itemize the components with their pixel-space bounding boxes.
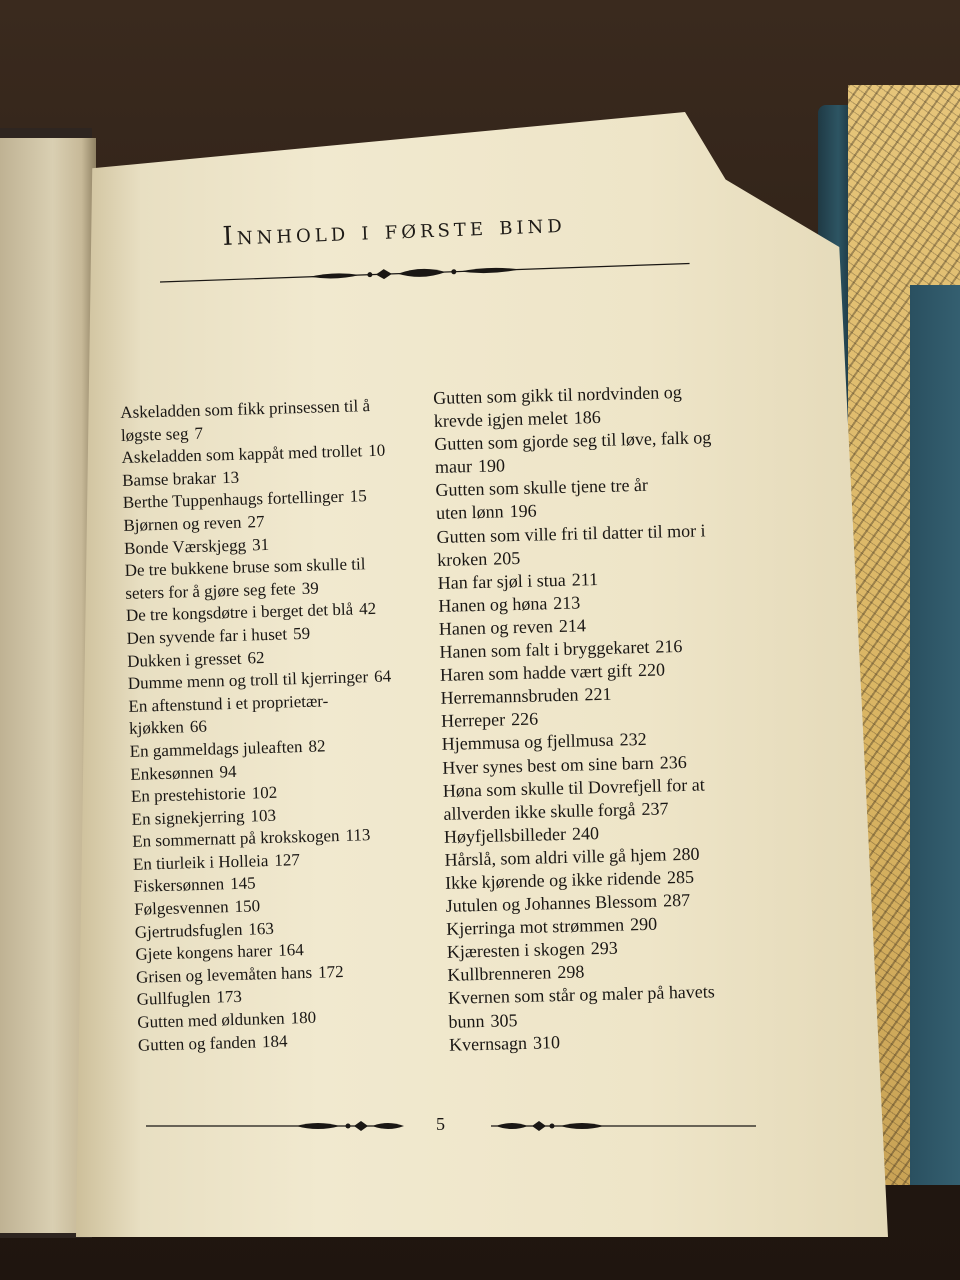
toc-entry-page-number: 180: [290, 1007, 317, 1028]
toc-entry-page-number: 163: [248, 918, 275, 939]
toc-entry-title: Bonde Værskjegg: [123, 535, 247, 558]
toc-entry-page-number: 236: [659, 751, 687, 773]
page-number: 5: [436, 1114, 445, 1134]
toc-entry-page-number: 298: [557, 961, 585, 983]
toc-entry-page-number: 280: [672, 843, 700, 865]
toc-entry-page-number: 13: [221, 467, 240, 487]
toc-entry-page-number: 232: [619, 729, 647, 750]
toc-entry-page-number: 94: [219, 761, 237, 781]
toc-entry-page-number: 205: [492, 547, 521, 569]
toc-entry-title: Kjerringa mot strømmen: [446, 914, 625, 939]
toc-entry-page-number: 221: [584, 683, 612, 705]
toc-entry-page-number: 82: [308, 736, 326, 756]
toc-entry-title: Gutten med øldunken: [137, 1008, 285, 1032]
toc-entry-page-number: 173: [216, 987, 243, 1007]
toc-entry-title-cont: uten lønn 196: [435, 500, 537, 524]
toc-entry-page-number: 293: [590, 937, 618, 959]
toc-entry-title: Dumme menn og troll til kjerringer: [127, 667, 369, 694]
toc-entry-page-number: 216: [655, 636, 683, 657]
toc-entry-title: Hanen og reven: [438, 616, 554, 639]
toc-entry-title: En sommernatt på krokskogen: [132, 826, 340, 852]
toc-entry-title: Gutten som ville fri til datter til mor i: [436, 519, 706, 547]
toc-entry-page-number: 113: [345, 825, 371, 846]
contents-column-left: [120, 393, 443, 1056]
toc-entry-title: Dukken i gresset: [126, 648, 242, 671]
toc-entry-title: Bjørnen og reven: [123, 512, 242, 535]
toc-entry-title-cont: løgste seg 7: [120, 423, 204, 445]
toc-entry-page-number: 15: [349, 486, 367, 506]
toc-entry: [433, 379, 764, 433]
toc-entry-page-number: 172: [317, 961, 344, 982]
toc-entry-page-number: 64: [373, 666, 392, 687]
toc-entry-title: Gutten som skulle tjene tre år: [435, 475, 649, 501]
toc-entry: [448, 979, 779, 1033]
toc-entry-title: Høna som skulle til Dovrefjell for at: [442, 774, 705, 801]
toc-entry-title-cont: allverden ikke skulle forgå 237: [443, 798, 669, 824]
toc-entry-title: Haren som hadde vært gift: [439, 660, 633, 686]
toc-entry-title: De tre bukkene bruse som skulle til: [124, 554, 366, 581]
toc-entry-page-number: 10: [367, 440, 386, 461]
toc-entry-title: De tre kongsdøtre i berget det blå: [125, 599, 354, 626]
toc-entry-title-cont: krevde igjen melet 186: [433, 407, 601, 432]
toc-entry: [435, 471, 766, 525]
page-heading: Innhold i første bind: [222, 208, 567, 252]
toc-entry-title: Askeladden som fikk prinsessen til å: [120, 396, 371, 422]
toc-entry-page-number: 310: [532, 1031, 561, 1053]
toc-entry-page-number: 42: [358, 599, 377, 619]
toc-entry-title: Hanen som falt i bryggekaret: [439, 636, 650, 662]
toc-entry-page-number: 184: [261, 1031, 288, 1051]
toc-entry-title: Gutten som gikk til nordvinden og: [433, 381, 682, 408]
toc-entry-title: Den syvende far i huset: [126, 624, 288, 648]
toc-entry-title: Jutulen og Johannes Blessom: [445, 890, 658, 916]
toc-entry-page-number: 27: [247, 511, 265, 532]
toc-entry-title: Gutten og fanden: [137, 1032, 257, 1055]
toc-entry-page-number: 7: [194, 423, 204, 443]
toc-entry-title: Gjertrudsfuglen: [134, 919, 243, 942]
toc-entry-page-number: 214: [558, 615, 587, 636]
toc-entry-title-cont: kroken 205: [436, 547, 521, 570]
toc-entry-page-number: 196: [509, 500, 537, 522]
toc-entry-title: En signekjerring: [131, 806, 245, 829]
toc-entry-title: Følgesvennen: [133, 897, 229, 919]
toc-entry-title: Hanen og høna: [438, 593, 548, 616]
toc-entry-title: Kvernsagn: [448, 1032, 528, 1055]
toc-entry-title: Askeladden som kappåt med trollet: [121, 441, 363, 468]
toc-entry-title: Grisen og levemåten hans: [135, 962, 313, 987]
toc-entry-page-number: 287: [662, 889, 691, 911]
toc-entry-title: Høyfjellsbilleder: [443, 823, 567, 847]
toc-entry-title: Gutten som gjorde seg til løve, falk og: [434, 427, 712, 455]
toc-entry-page-number: 102: [251, 782, 278, 803]
toc-entry-page-number: 213: [553, 592, 581, 613]
toc-entry-title: Hver synes best om sine barn: [442, 752, 654, 778]
toc-entry-title: En tiurleik i Holleia: [132, 850, 269, 874]
heading-ornament-icon: [159, 244, 690, 302]
toc-entry-page-number: 305: [490, 1009, 518, 1031]
toc-entry-page-number: 66: [189, 717, 208, 737]
toc-entry-title: Kullbrenneren: [447, 962, 552, 986]
toc-entry-title: Hårslå, som aldri ville gå hjem: [444, 844, 667, 870]
contents-column-right: [433, 379, 779, 1057]
toc-entry-title: Ikke kjørende og ikke ridende: [444, 867, 662, 893]
toc-entry-title: Gullfuglen: [136, 988, 211, 1010]
toc-entry-page-number: 31: [251, 534, 270, 554]
toc-entry-page-number: 127: [274, 850, 301, 870]
toc-entry-page-number: 103: [250, 805, 277, 826]
toc-entry-page-number: 39: [301, 578, 319, 598]
toc-entry-title: Bamse brakar: [121, 468, 217, 490]
toc-entry-title: Enkesønnen: [130, 762, 214, 784]
toc-entry-title-cont: kjøkken 66: [128, 717, 208, 739]
toc-entry-page-number: 220: [637, 659, 666, 681]
toc-entry-page-number: 62: [247, 647, 265, 668]
toc-entry: [443, 771, 774, 825]
toc-entry-title: Hjemmusa og fjellmusa: [441, 730, 614, 755]
footer-ornament-icon: [146, 1108, 756, 1144]
toc-entry-page-number: 240: [571, 822, 600, 844]
toc-entry-page-number: 186: [573, 407, 601, 428]
toc-entry-title: En gammeldags juleaften: [129, 736, 303, 761]
toc-entry-page-number: 164: [278, 940, 305, 961]
toc-entry-page-number: 237: [641, 798, 669, 819]
toc-entry-title: Kvernen som står og maler på havets: [447, 981, 716, 1009]
toc-entry-title: Fiskersønnen: [133, 874, 225, 897]
toc-entry-title: Han far sjøl i stua: [437, 569, 566, 593]
toc-entry-page-number: 226: [510, 708, 539, 730]
toc-entry-title: En prestehistorie: [130, 783, 246, 806]
toc-entry-title: Herreper: [440, 709, 506, 732]
toc-entry-title: Kjæresten i skogen: [446, 938, 585, 963]
toc-entry-page-number: 211: [571, 568, 599, 590]
toc-entry: [436, 517, 767, 571]
toc-entry-title: Berthe Tuppenhaugs fortellinger: [122, 487, 344, 513]
toc-entry-page-number: 150: [234, 896, 261, 917]
toc-entry-title: En aftenstund i et proprietær-: [128, 691, 329, 716]
toc-entry-page-number: 285: [666, 866, 695, 888]
toc-entry-title-cont: seters for å gjøre seg fete 39: [125, 578, 319, 603]
toc-entry-title: Herremannsbruden: [440, 684, 579, 709]
toc-entry-page-number: 145: [229, 873, 256, 894]
toc-entry-page-number: 59: [292, 623, 311, 644]
toc-entry-page-number: 190: [477, 455, 506, 477]
toc-entry-title-cont: bunn 305: [448, 1009, 518, 1032]
toc-entry-page-number: 290: [629, 913, 658, 935]
toc-entry: [434, 425, 765, 479]
toc-entry-title: Gjete kongens harer: [135, 941, 273, 965]
toc-entry-title-cont: maur 190: [434, 455, 506, 478]
